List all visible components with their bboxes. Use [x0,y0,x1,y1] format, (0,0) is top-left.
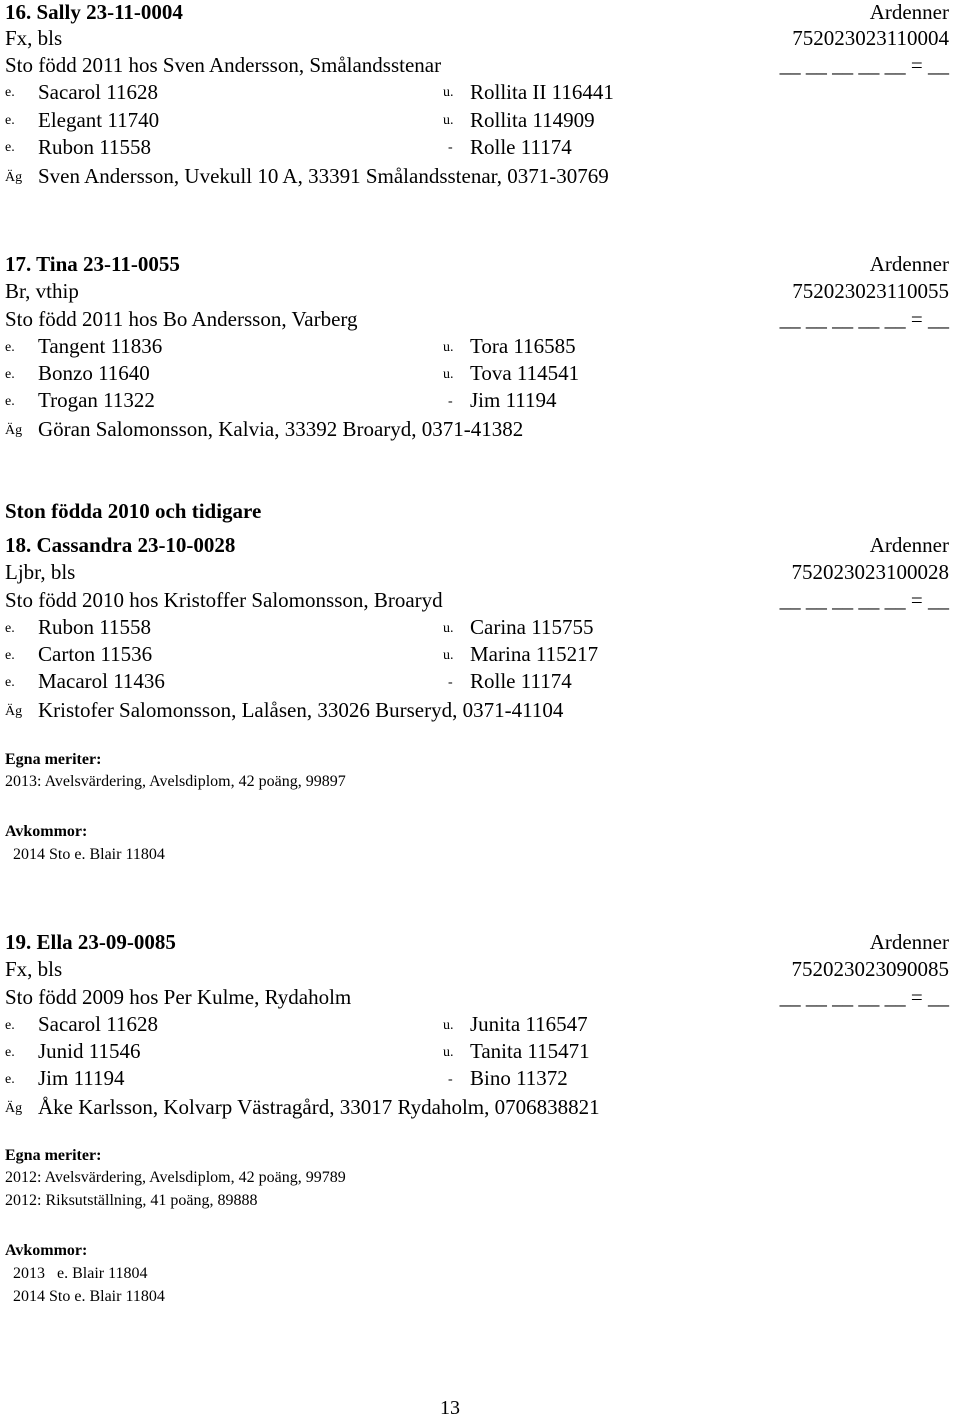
sire-label: e. [5,367,15,382]
dam-label: u. [443,1045,454,1060]
owner-info: Göran Salomonsson, Kalvia, 33392 Broaryd, 0371-41382 [38,417,524,441]
section-heading: Ston födda 2010 och tidigare [5,499,262,523]
sire-label: e. [5,1072,15,1087]
sire-label: e. [5,621,15,636]
dam-label: u. [443,648,454,663]
score-blanks: __ __ __ __ __ = __ [779,985,949,1009]
sire-label: e. [5,113,15,128]
entry-title: 17. Tina 23-11-0055 [5,252,180,276]
owner-label: Äg [5,704,23,719]
dam-name: Junita 116547 [470,1012,588,1036]
great-grandsire-2-name: Bino 11372 [470,1066,568,1090]
registration-number: 752023023090085 [791,957,949,981]
registration-number: 752023023110055 [792,279,949,303]
dam-label: u. [443,85,454,100]
offspring-line: 2014 Sto e. Blair 11804 [13,1288,165,1305]
color-marking: Br, vthip [5,279,79,303]
sire-label: e. [5,85,15,100]
grandam-name: Tova 114541 [470,361,580,385]
dam-name: Carina 115755 [470,615,594,639]
sire-name: Sacarol 11628 [38,1012,158,1036]
sire-label: e. [5,1045,15,1060]
owner-label: Äg [5,423,23,438]
entry-title: 19. Ella 23-09-0085 [5,930,176,954]
breed: Ardenner [869,0,949,24]
dam-name: Rollita II 116441 [470,80,614,104]
dam-label: u. [443,1018,454,1033]
born-info: Sto född 2009 hos Per Kulme, Rydaholm [5,985,352,1009]
dash: - [448,1072,453,1087]
born-info: Sto född 2011 hos Sven Andersson, Smålandsstenar [5,53,442,77]
sire-label: e. [5,140,15,155]
dash: - [448,394,453,409]
sire-label: e. [5,648,15,663]
dam-label: u. [443,113,454,128]
merit-line: 2013: Avelsvärdering, Avelsdiplom, 42 poäng, 99897 [5,773,346,790]
registration-number: 752023023110004 [792,26,949,50]
dam-name: Tora 116585 [470,334,576,358]
color-marking: Fx, bls [5,26,63,50]
sire-label: e. [5,1018,15,1033]
sire-name: Rubon 11558 [38,615,151,639]
page-number: 13 [440,1397,460,1419]
great-grandsire-2-name: Rolle 11174 [470,669,572,693]
score-blanks: __ __ __ __ __ = __ [779,307,949,331]
great-grandsire-name: Trogan 11322 [38,388,155,412]
merit-line: 2012: Avelsvärdering, Avelsdiplom, 42 poäng, 99789 [5,1169,346,1186]
entry-title: 18. Cassandra 23-10-0028 [5,533,236,557]
breed: Ardenner [869,533,949,557]
sire-name: Tangent 11836 [38,334,163,358]
color-marking: Fx, bls [5,957,63,981]
color-marking: Ljbr, bls [5,560,76,584]
dash: - [448,675,453,690]
owner-info: Åke Karlsson, Kolvarp Västragård, 33017 Rydaholm, 0706838821 [38,1095,600,1119]
grandsire-name: Junid 11546 [38,1039,141,1063]
sire-label: e. [5,675,15,690]
entry-title: 16. Sally 23-11-0004 [5,0,183,24]
score-blanks: __ __ __ __ __ = __ [779,53,949,77]
born-info: Sto född 2011 hos Bo Andersson, Varberg [5,307,358,331]
owner-info: Sven Andersson, Uvekull 10 A, 33391 Smålandsstenar, 0371-30769 [38,164,609,188]
dash: - [448,140,453,155]
score-blanks: __ __ __ __ __ = __ [779,588,949,612]
sire-label: e. [5,394,15,409]
offspring-heading: Avkommor: [5,1242,88,1259]
merits-heading: Egna meriter: [5,751,102,768]
breed: Ardenner [869,252,949,276]
great-grandsire-name: Rubon 11558 [38,135,151,159]
grandsire-name: Bonzo 11640 [38,361,150,385]
grandam-name: Marina 115217 [470,642,599,666]
grandsire-name: Elegant 11740 [38,108,160,132]
great-grandsire-2-name: Rolle 11174 [470,135,572,159]
owner-label: Äg [5,1101,23,1116]
merits-heading: Egna meriter: [5,1147,102,1164]
great-grandsire-name: Jim 11194 [38,1066,125,1090]
born-info: Sto född 2010 hos Kristoffer Salomonsson, Broaryd [5,588,443,612]
registration-number: 752023023100028 [791,560,949,584]
sire-name: Sacarol 11628 [38,80,158,104]
offspring-heading: Avkommor: [5,823,88,840]
offspring-line: 2013 e. Blair 11804 [13,1265,148,1282]
merit-line: 2012: Riksutställning, 41 poäng, 89888 [5,1192,258,1209]
owner-label: Äg [5,170,23,185]
dam-label: u. [443,367,454,382]
dam-label: u. [443,340,454,355]
owner-info: Kristofer Salomonsson, Lalåsen, 33026 Burseryd, 0371-41104 [38,698,564,722]
sire-label: e. [5,340,15,355]
great-grandsire-2-name: Jim 11194 [470,388,557,412]
grandam-name: Tanita 115471 [470,1039,590,1063]
breed: Ardenner [869,930,949,954]
offspring-line: 2014 Sto e. Blair 11804 [13,846,165,863]
grandsire-name: Carton 11536 [38,642,153,666]
great-grandsire-name: Macarol 11436 [38,669,165,693]
grandam-name: Rollita 114909 [470,108,595,132]
dam-label: u. [443,621,454,636]
